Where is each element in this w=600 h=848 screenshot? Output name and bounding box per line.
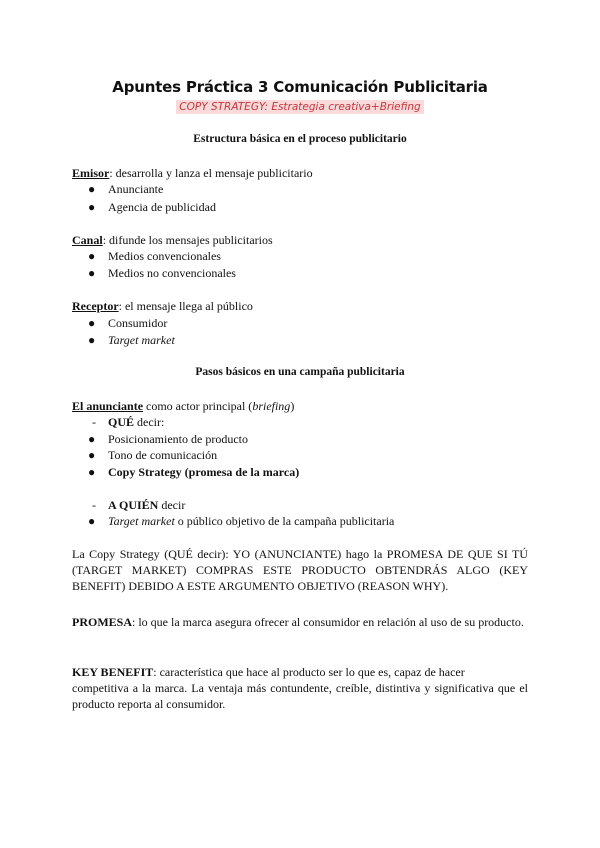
key-benefit-line1: : característica que hace al producto ser lo que es, capaz de hacer [153, 665, 465, 679]
list-item-text: Medios no convencionales [108, 266, 236, 280]
key-benefit-rest: competitiva a la marca. La ventaja más contundente, creíble, distintiva y significativa que el producto reporta al consumidor. [72, 681, 528, 711]
key-benefit-term: KEY BENEFIT [72, 665, 154, 679]
list-item [88, 182, 163, 197]
list-item-text: Posicionamiento de producto [108, 432, 248, 446]
target-italic: Target market [108, 514, 175, 528]
list-item [88, 432, 248, 447]
promesa-text: : lo que la marca asegura ofrecer al consumidor en relación al uso de su producto. [132, 615, 524, 629]
list-item [88, 465, 299, 480]
list-item-text: Target market [108, 333, 175, 347]
list-item [88, 448, 217, 463]
bullet-icon: ● [88, 432, 96, 446]
dash-icon: - [92, 415, 96, 429]
receptor-desc: : el mensaje llega al público [118, 299, 253, 313]
bullet-icon: ● [88, 514, 96, 528]
subtitle-highlight: COPY STRATEGY: Estrategia creativa+Briefing [176, 100, 423, 114]
bullet-icon: ● [88, 182, 96, 196]
bullet-icon: ● [88, 200, 96, 214]
list-item [88, 333, 175, 348]
anunciante-desc: como actor principal ( [143, 399, 253, 413]
anunciante-term: El anunciante [72, 399, 144, 413]
promesa-term: PROMESA [72, 615, 132, 629]
list-item [88, 266, 236, 281]
list-item [92, 415, 164, 430]
que-bold: QUÉ [108, 415, 135, 429]
canal-desc: : difunde los mensajes publicitarios [102, 233, 273, 247]
bullet-icon: ● [88, 316, 96, 330]
quien-item-rest: o público objetivo de la campaña publicitaria [174, 514, 395, 528]
list-item-text: Consumidor [108, 316, 168, 330]
page-subtitle [0, 99, 600, 114]
anunciante-line [72, 399, 294, 414]
section-heading-steps: Pasos básicos en una campaña publicitaria [195, 366, 405, 378]
anunciante-close: ) [290, 399, 295, 413]
quien-bold: A QUIÉN [108, 498, 159, 512]
receptor-line [72, 299, 253, 314]
receptor-term: Receptor [72, 299, 119, 313]
list-item-text: Anunciante [108, 182, 164, 196]
list-item-text: Medios convencionales [108, 249, 221, 263]
bullet-icon: ● [88, 249, 96, 263]
list-item [88, 316, 167, 331]
list-item [88, 249, 221, 264]
que-rest: decir: [134, 415, 165, 429]
list-item-text: Tono de comunicación [108, 448, 218, 462]
briefing-text: briefing [252, 399, 291, 413]
list-item [88, 200, 216, 215]
emisor-line [72, 166, 313, 181]
list-item-text: Copy Strategy (promesa de la marca) [108, 465, 300, 479]
dash-icon: - [92, 498, 96, 512]
bullet-icon: ● [88, 465, 96, 479]
quien-rest: decir [158, 498, 186, 512]
promesa-paragraph [72, 614, 528, 630]
list-item [88, 514, 394, 529]
bullet-icon: ● [88, 333, 96, 347]
bullet-icon: ● [88, 448, 96, 462]
page-title: Apuntes Práctica 3 Comunicación Publicitaria [112, 78, 488, 96]
list-item [92, 498, 185, 513]
canal-term: Canal [72, 233, 103, 247]
key-benefit-paragraph [72, 664, 528, 712]
section-heading-structure: Estructura básica en el proceso publicitario [193, 133, 407, 145]
emisor-desc: : desarrolla y lanza el mensaje publicitario [109, 166, 313, 180]
bullet-icon: ● [88, 266, 96, 280]
emisor-term: Emisor [72, 166, 110, 180]
key-benefit-first-line [72, 664, 528, 680]
copy-strategy-paragraph: La Copy Strategy (QUÉ decir): YO (ANUNCIANTE) hago la PROMESA DE QUE SI TÚ (TARGET MARKET) COMPRAS ESTE PRODUCTO OBTENDRÁS ALGO (KEY BENEFIT) DEBIDO A ESTE ARGUMENTO OBJETIVO (REASON WHY). [72, 547, 528, 593]
list-item-text: Agencia de publicidad [108, 200, 216, 214]
canal-line [72, 233, 273, 248]
